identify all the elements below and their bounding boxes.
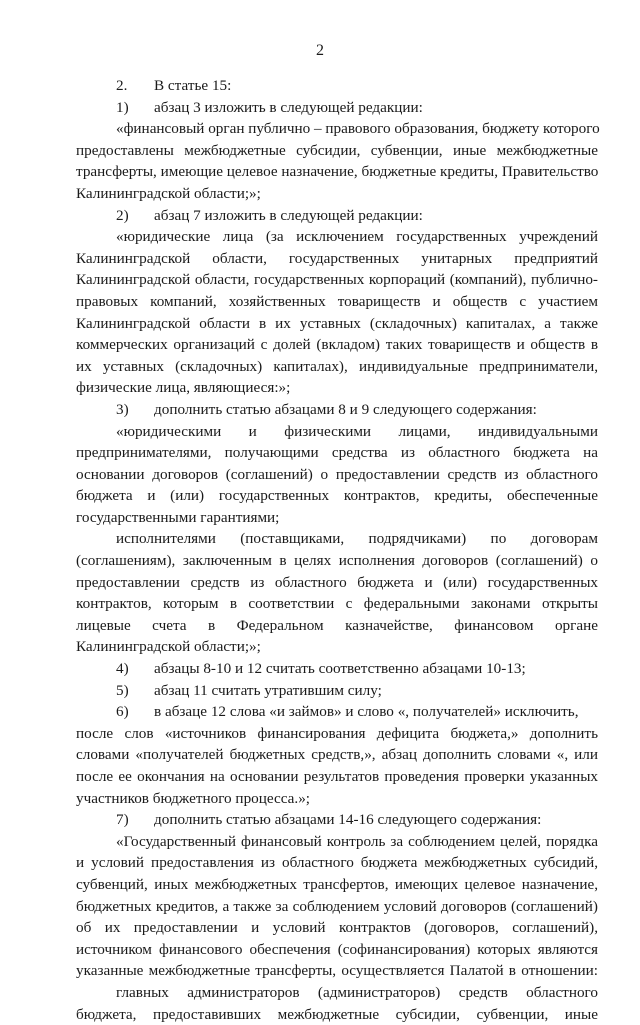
item-text: абзац 7 изложить в следующей редакции: — [154, 206, 423, 224]
list-item — [76, 680, 598, 702]
item-text: абзац 3 изложить в следующей редакции: — [154, 98, 423, 116]
text-line: основании договоров (соглашений) о предоставлении средств из областного — [76, 465, 598, 483]
text-line: лицевые счета в Федеральном казначействе, финансовом органе — [76, 616, 598, 634]
text-line: субвенций, иных межбюджетных трансфертов, имеющих целевое назначение, — [76, 875, 598, 893]
text-line: после ее окончания на основании результатов проведения проверки указанных — [76, 768, 598, 785]
text-line: Калининградской области в их уставных (складочных) капиталах, а также — [76, 314, 598, 332]
text-line: Калининградской области, государственных корпораций (компаний), публично- — [76, 271, 598, 289]
text-line: правовых компаний, хозяйственных товариществ и обществ с участием — [76, 292, 598, 310]
list-item — [76, 701, 598, 723]
item-text: в абзаце 12 слова «и займов» и слово «, получателей» исключить, — [154, 703, 579, 721]
text-line: главных администраторов (администраторов) средств областного — [116, 983, 598, 1001]
text-line: (соглашениям), заключенным в целях исполнения договоров (соглашений) о — [76, 552, 598, 570]
text-line: указанные межбюджетные трансферты, осуществляется Палатой в отношении: — [76, 962, 598, 980]
text-line: «Государственный финансовый контроль за соблюдением целей, порядка — [116, 832, 598, 850]
list-item — [76, 205, 598, 227]
text-line: «финансовый орган публично – правового образования, бюджету которого — [116, 120, 600, 138]
text-line: предоставлены межбюджетные субсидии, субвенции, иные межбюджетные — [76, 141, 598, 159]
text-line: исполнителями (поставщиками, подрядчиками) по договорам — [116, 530, 598, 548]
text-line: об их предоставлении и условий контрактов (договоров, соглашений), — [76, 919, 598, 937]
list-item — [76, 97, 598, 119]
text-line: физические лица, являющиеся:»; — [76, 379, 291, 397]
text-line: бюджетных кредитов, а также за соблюдением условий договоров (соглашений) — [76, 897, 598, 915]
text-line: «юридические лица (за исключением государственных учреждений — [116, 228, 598, 246]
text-line: коммерческих организаций с долей (вкладом) таких товариществ и обществ в — [76, 336, 598, 354]
list-item — [76, 75, 598, 97]
item-number: 6) — [116, 703, 129, 721]
text-line: предоставлении средств из областного бюджета и (или) государственных — [76, 573, 598, 591]
page-number: 2 — [316, 42, 324, 59]
item-text: дополнить статью абзацами 14-16 следующего содержания: — [154, 811, 542, 829]
list-item — [76, 809, 598, 831]
text-line: контрактов, которым в соответствии с федеральными законами открыты — [76, 595, 598, 613]
item-number: 5) — [116, 681, 129, 699]
list-item — [76, 658, 598, 680]
item-text: абзацы 8-10 и 12 считать соответственно абзацами 10-13; — [154, 660, 526, 678]
text-line: трансферты, имеющие целевое назначение, бюджетные кредиты, Правительство — [76, 163, 599, 181]
item-number: 3) — [116, 400, 129, 418]
item-text: дополнить статью абзацами 8 и 9 следующего содержания: — [154, 400, 537, 418]
text-line: после слов «источников финансирования дефицита бюджета,» дополнить — [76, 724, 598, 742]
text-line: Калининградской области;»; — [76, 184, 261, 202]
text-line: их уставных (складочных) капиталах), индивидуальные предприниматели, — [76, 357, 598, 375]
text-line: источником финансового обеспечения (софинансирования) которых являются — [76, 940, 598, 958]
item-number: 4) — [116, 660, 129, 678]
text-line: предпринимателями, получающими средства из областного бюджета на — [76, 444, 598, 462]
text-line: словами «получателей бюджетных средств,», абзац дополнить словами «, или — [76, 746, 598, 764]
item-number: 7) — [116, 811, 129, 829]
text-line: участников бюджетного процесса.»; — [76, 789, 311, 807]
item-number: 2. — [116, 77, 128, 94]
text-line: бюджета, предоставивших межбюджетные субсидии, субвенции, иные — [76, 1005, 598, 1023]
text-line: «юридическими и физическими лицами, индивидуальными — [116, 422, 598, 440]
document-body — [76, 75, 598, 1025]
item-text: В статье 15: — [154, 77, 232, 94]
item-number: 2) — [116, 206, 129, 224]
text-line: Калининградской области;»; — [76, 638, 261, 656]
text-line: государственными гарантиями; — [76, 508, 280, 526]
text-line: Калининградской области, государственных унитарных предприятий — [76, 249, 598, 267]
item-text: абзац 11 считать утратившим силу; — [154, 681, 382, 699]
list-item — [76, 399, 598, 421]
item-number: 1) — [116, 98, 129, 116]
text-line: бюджета и (или) государственных контрактов, кредиты, обеспеченные — [76, 487, 598, 505]
text-line: и условий предоставления из областного бюджета межбюджетных субсидий, — [76, 854, 598, 872]
